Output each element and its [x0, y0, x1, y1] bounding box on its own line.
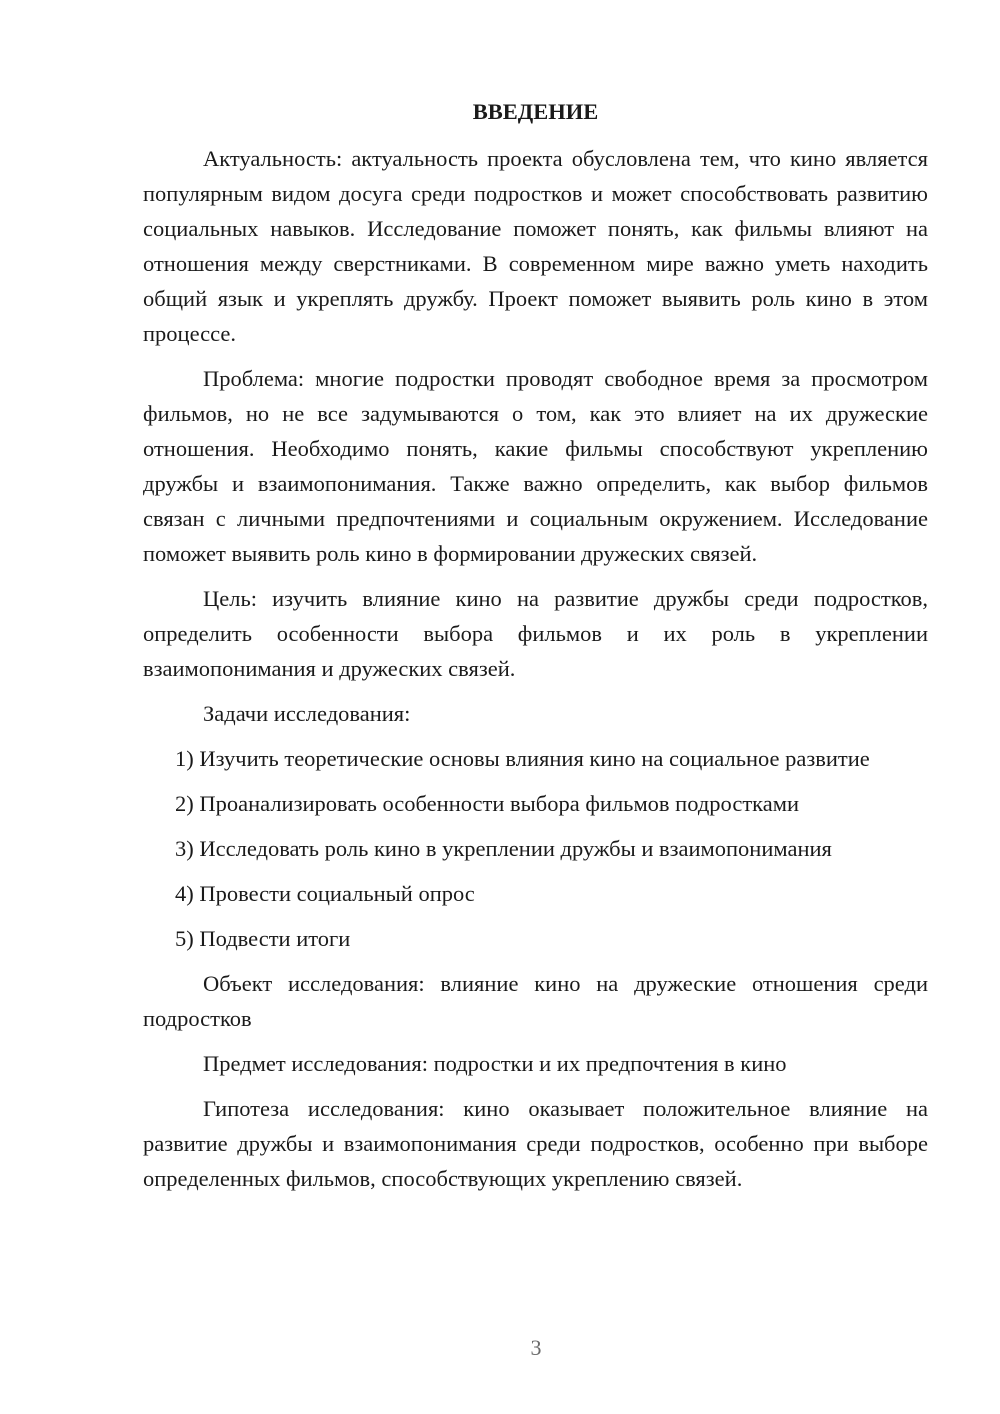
list-item: 3) Исследовать роль кино в укреплении дружбы и взаимопонимания	[175, 836, 832, 861]
paragraph-subject: Предмет исследования: подростки и их предпочтения в кино	[203, 1051, 787, 1076]
page-content	[143, 94, 928, 1206]
list-item: 2) Проанализировать особенности выбора фильмов подростками	[175, 791, 800, 816]
list-item: 4) Провести социальный опрос	[175, 881, 475, 906]
tasks-list	[143, 741, 928, 956]
paragraph-object: Объект исследования: влияние кино на дружеские отношения среди подростков	[143, 971, 928, 1031]
paragraph-problem: Проблема: многие подростки проводят свободное время за просмотром фильмов, но не все задумываются о том, как это влияет на их дружеские отношения. Необходимо понять, какие фильмы способствуют укреплению дружбы и взаимопонимания. Также важно определить, как выбор фильмов связан с личными предпочтениями и социальным окружением. Исследование поможет выявить роль кино в формировании дружеских связей.	[143, 366, 928, 566]
paragraph-tasks-intro: Задачи исследования:	[203, 701, 411, 726]
section-title: ВВЕДЕНИЕ	[472, 99, 599, 124]
list-item: 1) Изучить теоретические основы влияния кино на социальное развитие	[175, 746, 870, 771]
paragraph-relevance: Актуальность: актуальность проекта обусловлена тем, что кино является популярным видом досуга среди подростков и может способствовать развитию социальных навыков. Исследование поможет понять, как фильмы влияют на отношения между сверстниками. В современном мире важно уметь находить общий язык и укреплять дружбу. Проект поможет выявить роль кино в этом процессе.	[143, 146, 928, 346]
paragraph-hypothesis: Гипотеза исследования: кино оказывает положительное влияние на развитие дружбы и взаимопонимания среди подростков, особенно при выборе определенных фильмов, способствующих укреплению связей.	[143, 1096, 928, 1191]
list-item: 5) Подвести итоги	[175, 926, 351, 951]
paragraph-goal: Цель: изучить влияние кино на развитие дружбы среди подростков, определить особенности выбора фильмов и их роль в укреплении взаимопонимания и дружеских связей.	[143, 586, 928, 681]
page-number: 3	[530, 1335, 542, 1360]
